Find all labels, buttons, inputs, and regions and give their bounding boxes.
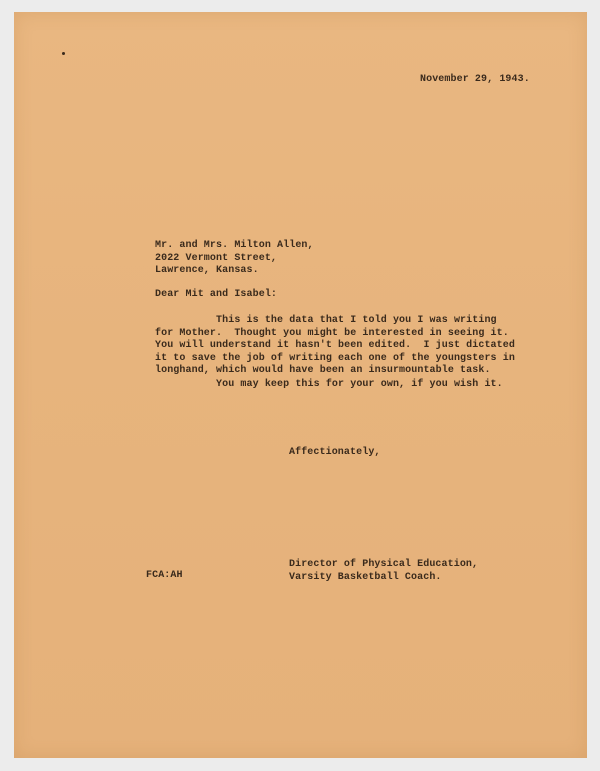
signature-block <box>289 559 478 584</box>
address-line: 2022 Vermont Street, <box>155 252 278 264</box>
body-line: for Mother. Thought you might be interested in seeing it. <box>155 327 509 339</box>
reference-initials: FCA:AH <box>146 570 183 581</box>
complimentary-closing: Affectionately, <box>289 447 381 458</box>
recipient-address <box>155 240 314 278</box>
signature-line: Director of Physical Education, <box>289 559 479 570</box>
body-paragraph-2: You may keep this for your own, if you wish it. <box>155 379 503 390</box>
body-line: it to save the job of writing each one of the youngsters in <box>155 352 515 364</box>
body-line: You will understand it hasn't been edited. I just dictated <box>155 340 515 351</box>
body-line: longhand, which would have been an insurmountable task. <box>155 365 491 376</box>
body-line: This is the data that I told you I was writing <box>155 315 497 326</box>
address-line: Mr. and Mrs. Milton Allen, <box>155 240 314 251</box>
signature-line: Varsity Basketball Coach. <box>289 571 442 583</box>
address-line: Lawrence, Kansas. <box>155 265 259 276</box>
letter-page <box>14 12 587 758</box>
ink-speck <box>62 52 65 55</box>
salutation: Dear Mit and Isabel: <box>155 289 278 300</box>
letter-date: November 29, 1943. <box>420 74 530 85</box>
body-paragraph-1 <box>155 315 515 378</box>
